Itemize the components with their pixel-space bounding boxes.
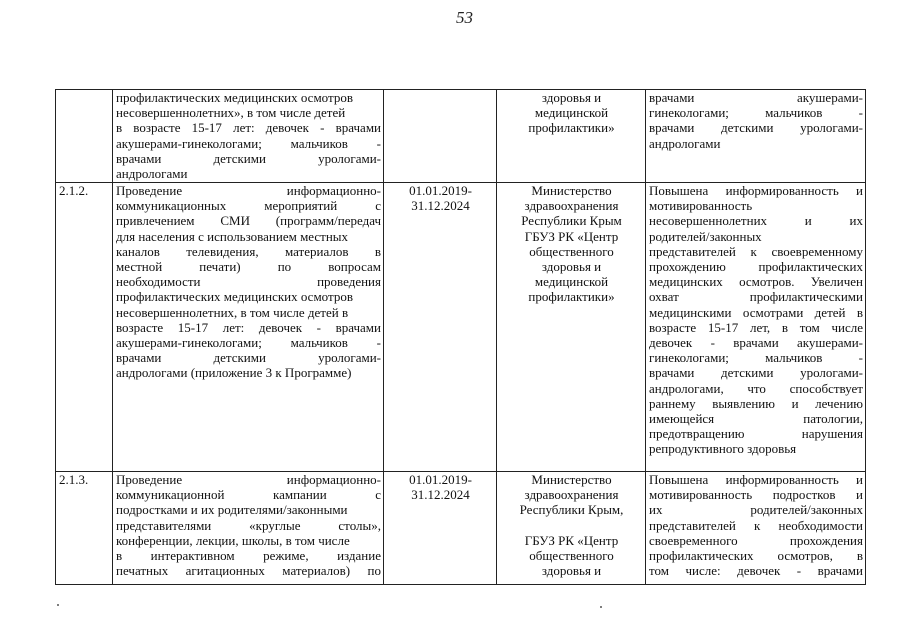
cell-text-line: мотивированность подростков и xyxy=(649,487,863,503)
item-number-cell xyxy=(56,90,113,183)
result-cell xyxy=(646,183,866,472)
term-cell xyxy=(384,472,497,585)
cell-text-line: несовершеннолетних, в том числе детей в xyxy=(116,304,349,320)
cell-text-line: Республики Крым, xyxy=(519,502,624,518)
cell-text-line: Республики Крым xyxy=(521,213,622,229)
measure-cell xyxy=(113,472,384,585)
cell-text-line: врачами акушерами- xyxy=(649,90,863,105)
term-cell xyxy=(384,183,497,472)
cell-text-line: профилактических осмотров, в xyxy=(649,548,863,564)
table-row xyxy=(56,183,866,472)
plan-table xyxy=(55,89,866,585)
item-number-cell xyxy=(56,183,113,472)
cell-text-line: каналов телевидения, материалов в xyxy=(116,243,381,259)
cell-text-line: общественного xyxy=(529,243,614,259)
cell-text-line: подростками и их родителями/законными xyxy=(116,502,348,518)
cell-text-line: репродуктивного здоровья xyxy=(649,441,797,457)
cell-text-line: 01.01.2019- xyxy=(409,472,472,487)
cell-text-line: коммуникационной кампании с xyxy=(116,487,381,503)
cell-text-line: несовершеннолетних и их xyxy=(649,213,863,229)
cell-text-line: здоровья и xyxy=(541,563,602,579)
cell-text-line: прохождению профилактических xyxy=(649,259,863,275)
cell-text-line: их родителей/законных xyxy=(649,502,863,518)
cell-text-line: андрологами xyxy=(116,166,188,182)
cell-text-line: здоровья и xyxy=(541,259,602,275)
cell-text-line: в возрасте 15-17 лет: девочек - врачами xyxy=(116,120,381,136)
cell-text-line: врачами детскими урологами- xyxy=(649,120,863,136)
cell-text-line: акушерами-гинекологами; мальчиков - xyxy=(116,335,381,351)
item-number: 2.1.2. xyxy=(59,183,89,198)
cell-text-line: мотивированность xyxy=(649,198,753,214)
cell-text-line: возрасте 15-17 лет: девочек - врачами xyxy=(116,319,381,335)
cell-text-line: ГБУЗ РК «Центр xyxy=(524,228,619,244)
measure-cell xyxy=(113,183,384,472)
table-row xyxy=(56,472,866,585)
cell-text-line: медицинской xyxy=(534,105,609,121)
item-number-cell xyxy=(56,472,113,585)
result-cell xyxy=(646,90,866,183)
cell-text-line: возрасте 15-17 лет, в том числе xyxy=(649,319,863,335)
item-number: 2.1.3. xyxy=(59,472,89,487)
cell-text-line: здравоохранения xyxy=(524,198,619,214)
cell-text-line: в интерактивном режиме, издание xyxy=(116,548,381,564)
cell-text-line: андрологами xyxy=(649,135,721,151)
cell-text-line xyxy=(500,518,643,533)
cell-text-line: медицинских осмотров. Увеличен xyxy=(649,274,863,290)
cell-text-line: здоровья и xyxy=(541,90,602,105)
cell-text-line: Повышена информированность и xyxy=(649,472,863,487)
cell-text-line: 31.12.2024 xyxy=(411,487,470,503)
cell-text-line: представителями «круглые столы», xyxy=(116,517,381,533)
cell-text-line: привлечением СМИ (программ/передач xyxy=(116,213,381,229)
cell-text-line: местной печати) по вопросам xyxy=(116,259,381,275)
cell-text-line: представителей к необходимости xyxy=(649,517,863,533)
executor-cell xyxy=(497,90,646,183)
cell-text-line: Проведение информационно- xyxy=(116,183,381,198)
cell-text-line: андрологами (приложение 3 к Программе) xyxy=(116,365,352,381)
cell-text-line: родителей/законных xyxy=(649,228,762,244)
measure-cell xyxy=(113,90,384,183)
cell-text-line: конференции, лекции, школы, в том числе xyxy=(116,532,350,548)
cell-text-line: Министерство xyxy=(531,472,612,487)
cell-text-line: печатных агитационных материалов) по xyxy=(116,563,381,579)
executor-cell xyxy=(497,472,646,585)
cell-text-line: акушерами-гинекологами; мальчиков - xyxy=(116,135,381,151)
cell-text-line: Министерство xyxy=(531,183,612,198)
cell-text-line: девочек - врачами акушерами- xyxy=(649,335,863,351)
scan-speck xyxy=(57,604,59,606)
cell-text-line: врачами детскими урологами- xyxy=(116,150,381,166)
page-number: 53 xyxy=(456,8,473,27)
cell-text-line: 31.12.2024 xyxy=(411,198,470,214)
cell-text-line: 01.01.2019- xyxy=(409,183,472,198)
cell-text-line: профилактики» xyxy=(528,120,615,136)
cell-text-line: гинекологами; мальчиков - xyxy=(649,105,863,121)
cell-text-line: предотвращению нарушения xyxy=(649,426,863,442)
cell-text-line: Проведение информационно- xyxy=(116,472,381,487)
cell-text-line: медицинской xyxy=(534,274,609,290)
cell-text-line: охват профилактическими xyxy=(649,289,863,305)
cell-text-line: общественного xyxy=(529,547,614,563)
cell-text-line: своевременного прохождения xyxy=(649,532,863,548)
cell-text-line: здравоохранения xyxy=(524,487,619,503)
cell-text-line: профилактики» xyxy=(528,289,615,305)
cell-text-line: для населения с использованием местных xyxy=(116,228,349,244)
executor-cell xyxy=(497,183,646,472)
cell-text-line: гинекологами; мальчиков - xyxy=(649,350,863,366)
cell-text-line: имеющейся патологии, xyxy=(649,411,863,427)
cell-text-line: необходимости проведения xyxy=(116,274,381,290)
cell-text-line: профилактических медицинских осмотров xyxy=(116,90,353,105)
cell-text-line: раннему выявлению и лечению xyxy=(649,395,863,411)
cell-text-line: представителей к своевременному xyxy=(649,243,863,259)
cell-text-line: андрологами, что способствует xyxy=(649,380,863,396)
cell-text-line: профилактических медицинских осмотров xyxy=(116,289,353,305)
cell-text-line: несовершеннолетних», в том числе детей xyxy=(116,105,346,121)
cell-text-line: Повышена информированность и xyxy=(649,183,863,198)
result-cell xyxy=(646,472,866,585)
cell-text-line: ГБУЗ РК «Центр xyxy=(524,532,619,548)
scan-speck xyxy=(600,606,602,608)
cell-text-line: том числе: девочек - врачами xyxy=(649,563,863,579)
plan-table-body xyxy=(56,90,866,585)
cell-text-line: врачами детскими урологами- xyxy=(649,365,863,381)
cell-text-line: врачами детскими урологами- xyxy=(116,350,381,366)
table-row xyxy=(56,90,866,183)
cell-text-line: медицинскими осмотрами детей в xyxy=(649,304,863,320)
term-cell xyxy=(384,90,497,183)
cell-text-line: коммуникационных мероприятий с xyxy=(116,198,381,214)
